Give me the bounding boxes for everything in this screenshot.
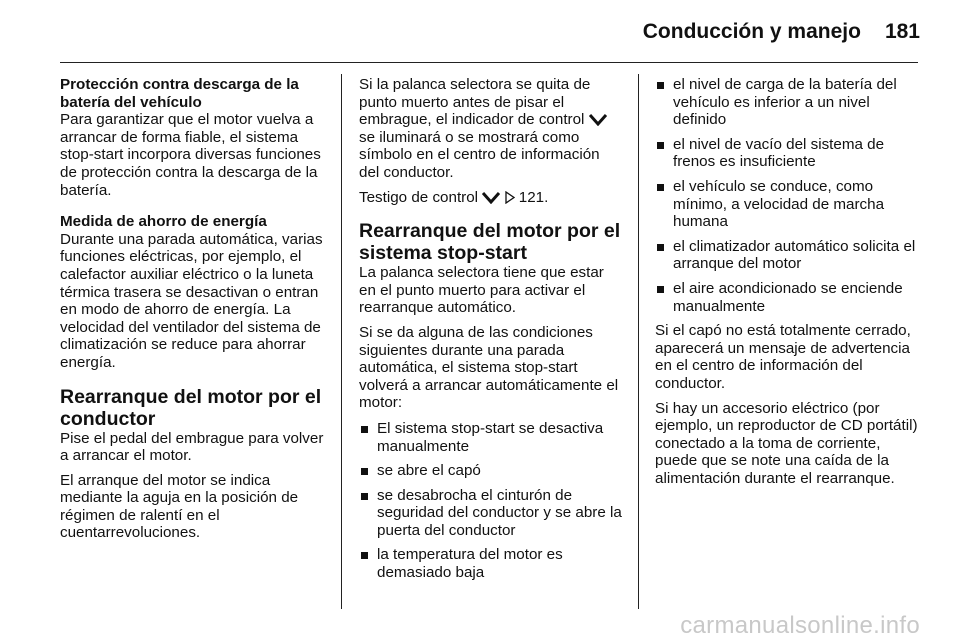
paragraph-text: Testigo de control — [359, 188, 479, 206]
bullet-icon — [361, 493, 368, 500]
list-item — [359, 487, 623, 540]
condition-list — [359, 420, 623, 582]
list-item — [655, 280, 919, 315]
section-title: Rearranque del motor por el sistema stop-start — [359, 220, 621, 265]
page-section-title: Conducción y manejo — [642, 20, 861, 43]
bullet-icon — [361, 426, 368, 433]
stop-start-indicator-icon — [482, 191, 500, 204]
paragraph: Si el capó no está totalmente cerrado, aparecerá un mensaje de advertencia en el centro de información del conductor. — [655, 322, 911, 392]
paragraph: La palanca selectora tiene que estar en el punto muerto para activar el rearranque automático. — [359, 264, 604, 317]
list-item — [655, 136, 919, 171]
page-number: 181 — [884, 20, 920, 43]
bullet-icon — [657, 286, 664, 293]
list-item — [655, 238, 919, 273]
page-reference-icon[interactable] — [505, 191, 515, 204]
list-item-text: el nivel de vacío del sistema de frenos es insuficiente — [673, 135, 885, 171]
column-divider — [638, 74, 639, 609]
list-item — [359, 462, 623, 480]
paragraph: Si se da alguna de las condiciones siguientes durante una parada automática, el sistema stop-start volverá a arrancar automáticamente el motor: — [359, 323, 619, 412]
list-item-text: El sistema stop-start se desactiva manualmente — [377, 419, 604, 455]
bullet-icon — [361, 468, 368, 475]
list-item-text: el aire acondicionado se enciende manualmente — [673, 279, 903, 315]
condition-list — [655, 76, 919, 315]
stop-start-indicator-icon — [589, 113, 607, 126]
list-item — [359, 420, 623, 455]
list-item-text: se desabrocha el cinturón de seguridad del conductor y se abre la puerta del conductor — [377, 486, 622, 539]
watermark: carmanualsonline.info — [680, 612, 920, 639]
header-rule — [60, 62, 918, 63]
paragraph: Si hay un accesorio eléctrico (por ejemplo, un reproductor de CD portátil) conectado a la toma de corriente, puede que se note una caída de la alimentación durante el rearranque. — [655, 399, 918, 487]
list-item-text: se abre el capó — [377, 462, 481, 480]
page-reference[interactable]: 121. — [518, 188, 549, 206]
list-item-text: el climatizador automático solicita el arranque del motor — [673, 237, 916, 273]
paragraph: Durante una parada automática, varias funciones eléctricas, por ejemplo, el calefactor auxiliar eléctrico o la luneta térmica trasera se desactivan o entran en modo de ahorro de energía. La velocidad del ventilador del sistema de climatización se reduce para ahorrar energía. — [60, 230, 323, 371]
list-item — [655, 178, 919, 231]
bullet-icon — [657, 142, 664, 149]
section-heading: Protección contra descarga de la batería del vehículo — [60, 76, 299, 111]
list-item — [655, 76, 919, 129]
list-item-text: el vehículo se conduce, como mínimo, a velocidad de marcha humana — [673, 177, 885, 231]
paragraph — [359, 189, 623, 207]
column-right — [655, 76, 919, 487]
paragraph: Pise el pedal del embrague para volver a arrancar el motor. — [60, 429, 324, 465]
section-heading: Medida de ahorro de energía — [60, 213, 267, 231]
list-item-text: el nivel de carga de la batería del vehículo es inferior a un nivel definido — [673, 76, 897, 129]
column-divider — [341, 74, 342, 609]
paragraph-text: Si la palanca selectora se quita de punto muerto antes de pisar el embrague, el indicador de control — [359, 76, 591, 129]
column-left — [60, 76, 324, 542]
list-item — [359, 546, 623, 581]
paragraph: Para garantizar que el motor vuelva a arrancar de forma fiable, el sistema stop-start incorpora diversas funciones de protección contra la descarga de la batería. — [60, 111, 321, 199]
bullet-icon — [657, 82, 664, 89]
paragraph: El arranque del motor se indica mediante la aguja en la posición de régimen de ralentí en el cuentarrevoluciones. — [60, 471, 299, 542]
list-item-text: la temperatura del motor es demasiado baja — [377, 546, 563, 582]
bullet-icon — [657, 244, 664, 251]
bullet-icon — [361, 552, 368, 559]
section-title: Rearranque del motor por el conductor — [60, 385, 322, 430]
column-middle — [359, 76, 623, 582]
page-header — [643, 20, 920, 44]
paragraph — [359, 76, 623, 182]
paragraph-text: se iluminará o se mostrará como símbolo en el centro de información del conductor. — [359, 128, 600, 181]
bullet-icon — [657, 184, 664, 191]
